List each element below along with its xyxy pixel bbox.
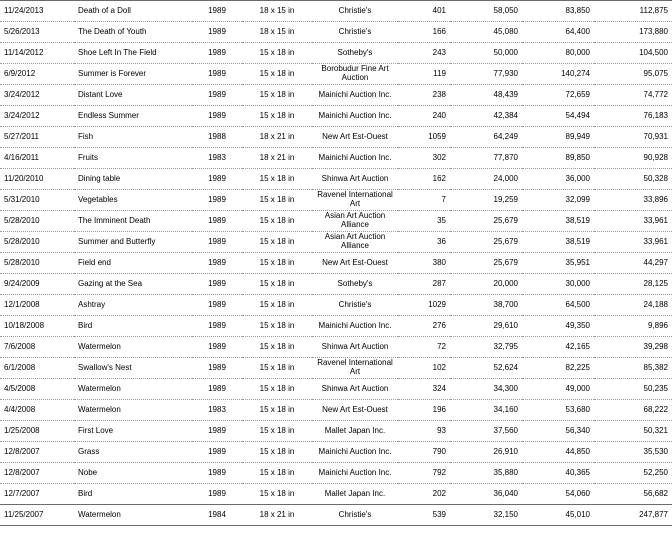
- cell-lot: 287: [398, 274, 450, 295]
- cell-date: 5/31/2010: [0, 190, 74, 211]
- table-row[interactable]: [0, 1, 672, 22]
- cell-high: 32,099: [522, 190, 594, 211]
- cell-price: 33,961: [594, 232, 672, 253]
- cell-price: 35,530: [594, 442, 672, 463]
- cell-price: 44,297: [594, 253, 672, 274]
- cell-year: 1989: [192, 106, 242, 127]
- cell-house: Christie's: [312, 505, 398, 526]
- cell-price: 33,961: [594, 211, 672, 232]
- cell-price: 70,931: [594, 127, 672, 148]
- cell-date: 11/25/2007: [0, 505, 74, 526]
- cell-title: Bird: [74, 316, 192, 337]
- table-row[interactable]: [0, 463, 672, 484]
- cell-year: 1989: [192, 463, 242, 484]
- cell-high: 38,519: [522, 232, 594, 253]
- cell-date: 11/14/2012: [0, 43, 74, 64]
- table-row[interactable]: [0, 337, 672, 358]
- cell-title: The Death of Youth: [74, 22, 192, 43]
- cell-high: 83,850: [522, 1, 594, 22]
- cell-high: 82,225: [522, 358, 594, 379]
- cell-lot: 196: [398, 400, 450, 421]
- cell-house: Christie's: [312, 1, 398, 22]
- cell-price: 9,896: [594, 316, 672, 337]
- table-row[interactable]: [0, 232, 672, 253]
- cell-house: Ravenel International Art: [312, 190, 398, 211]
- cell-lot: 302: [398, 148, 450, 169]
- cell-lot: 7: [398, 190, 450, 211]
- cell-lot: 539: [398, 505, 450, 526]
- cell-house: New Art Est-Ouest: [312, 253, 398, 274]
- table-row[interactable]: [0, 85, 672, 106]
- cell-high: 72,659: [522, 85, 594, 106]
- cell-size: 18 x 21 in: [242, 127, 312, 148]
- cell-house: Mainichi Auction Inc.: [312, 463, 398, 484]
- cell-size: 18 x 21 in: [242, 505, 312, 526]
- cell-high: 45,010: [522, 505, 594, 526]
- cell-low: 34,160: [450, 400, 522, 421]
- cell-high: 40,365: [522, 463, 594, 484]
- cell-size: 18 x 15 in: [242, 1, 312, 22]
- cell-low: 50,000: [450, 43, 522, 64]
- cell-title: Gazing at the Sea: [74, 274, 192, 295]
- cell-high: 42,165: [522, 337, 594, 358]
- cell-low: 34,300: [450, 379, 522, 400]
- cell-title: Field end: [74, 253, 192, 274]
- cell-size: 15 x 18 in: [242, 358, 312, 379]
- cell-price: 95,075: [594, 64, 672, 85]
- cell-house: New Art Est-Ouest: [312, 127, 398, 148]
- cell-title: Fruits: [74, 148, 192, 169]
- cell-low: 36,040: [450, 484, 522, 505]
- cell-date: 5/27/2011: [0, 127, 74, 148]
- cell-low: 35,880: [450, 463, 522, 484]
- cell-date: 5/26/2013: [0, 22, 74, 43]
- table-row[interactable]: [0, 295, 672, 316]
- cell-low: 20,000: [450, 274, 522, 295]
- cell-house: Shinwa Art Auction: [312, 169, 398, 190]
- cell-size: 15 x 18 in: [242, 379, 312, 400]
- cell-size: 15 x 18 in: [242, 64, 312, 85]
- cell-year: 1989: [192, 484, 242, 505]
- cell-house: Mainichi Auction Inc.: [312, 106, 398, 127]
- cell-lot: 202: [398, 484, 450, 505]
- cell-date: 10/18/2008: [0, 316, 74, 337]
- cell-price: 74,772: [594, 85, 672, 106]
- cell-year: 1989: [192, 316, 242, 337]
- cell-title: Summer is Forever: [74, 64, 192, 85]
- cell-price: 56,682: [594, 484, 672, 505]
- cell-high: 140,274: [522, 64, 594, 85]
- cell-high: 49,000: [522, 379, 594, 400]
- cell-lot: 324: [398, 379, 450, 400]
- cell-lot: 243: [398, 43, 450, 64]
- cell-size: 15 x 18 in: [242, 253, 312, 274]
- cell-year: 1989: [192, 379, 242, 400]
- table-row[interactable]: [0, 127, 672, 148]
- table-row[interactable]: [0, 106, 672, 127]
- cell-date: 3/24/2012: [0, 106, 74, 127]
- cell-year: 1989: [192, 85, 242, 106]
- table-row[interactable]: [0, 421, 672, 442]
- cell-house: Mainichi Auction Inc.: [312, 148, 398, 169]
- cell-title: Watermelon: [74, 337, 192, 358]
- cell-year: 1989: [192, 442, 242, 463]
- cell-year: 1989: [192, 295, 242, 316]
- cell-house: Mainichi Auction Inc.: [312, 85, 398, 106]
- cell-high: 49,350: [522, 316, 594, 337]
- cell-lot: 119: [398, 64, 450, 85]
- cell-low: 38,700: [450, 295, 522, 316]
- cell-high: 89,949: [522, 127, 594, 148]
- cell-lot: 1029: [398, 295, 450, 316]
- cell-date: 4/5/2008: [0, 379, 74, 400]
- cell-house: New Art Est-Ouest: [312, 400, 398, 421]
- cell-low: 42,384: [450, 106, 522, 127]
- cell-size: 15 x 18 in: [242, 442, 312, 463]
- cell-year: 1989: [192, 169, 242, 190]
- cell-year: 1989: [192, 253, 242, 274]
- cell-size: 15 x 18 in: [242, 43, 312, 64]
- cell-lot: 238: [398, 85, 450, 106]
- cell-title: Summer and Butterfly: [74, 232, 192, 253]
- cell-year: 1989: [192, 358, 242, 379]
- cell-low: 26,910: [450, 442, 522, 463]
- table-row[interactable]: [0, 484, 672, 505]
- table-row[interactable]: [0, 190, 672, 211]
- table-row[interactable]: [0, 316, 672, 337]
- cell-lot: 35: [398, 211, 450, 232]
- cell-high: 54,494: [522, 106, 594, 127]
- cell-price: 52,250: [594, 463, 672, 484]
- cell-size: 15 x 18 in: [242, 190, 312, 211]
- cell-house: Shinwa Art Auction: [312, 379, 398, 400]
- cell-date: 9/24/2009: [0, 274, 74, 295]
- cell-lot: 276: [398, 316, 450, 337]
- cell-lot: 240: [398, 106, 450, 127]
- cell-size: 15 x 18 in: [242, 211, 312, 232]
- table-row[interactable]: [0, 379, 672, 400]
- cell-title: Watermelon: [74, 505, 192, 526]
- cell-date: 6/9/2012: [0, 64, 74, 85]
- cell-year: 1988: [192, 127, 242, 148]
- cell-size: 15 x 18 in: [242, 421, 312, 442]
- cell-lot: 166: [398, 22, 450, 43]
- cell-lot: 792: [398, 463, 450, 484]
- cell-low: 32,795: [450, 337, 522, 358]
- cell-size: 15 x 18 in: [242, 484, 312, 505]
- cell-title: Fish: [74, 127, 192, 148]
- cell-low: 29,610: [450, 316, 522, 337]
- cell-size: 18 x 15 in: [242, 22, 312, 43]
- cell-title: Watermelon: [74, 400, 192, 421]
- cell-size: 15 x 18 in: [242, 85, 312, 106]
- cell-date: 12/8/2007: [0, 442, 74, 463]
- cell-high: 89,850: [522, 148, 594, 169]
- cell-house: Ravenel International Art: [312, 358, 398, 379]
- cell-low: 64,249: [450, 127, 522, 148]
- cell-date: 5/28/2010: [0, 211, 74, 232]
- cell-low: 25,679: [450, 253, 522, 274]
- cell-low: 32,150: [450, 505, 522, 526]
- table-row[interactable]: [0, 148, 672, 169]
- cell-title: Endless Summer: [74, 106, 192, 127]
- cell-date: 12/8/2007: [0, 463, 74, 484]
- cell-low: 48,439: [450, 85, 522, 106]
- cell-date: 11/24/2013: [0, 1, 74, 22]
- cell-house: Asian Art Auction Alliance: [312, 211, 398, 232]
- cell-title: First Love: [74, 421, 192, 442]
- cell-size: 15 x 18 in: [242, 295, 312, 316]
- cell-size: 15 x 18 in: [242, 169, 312, 190]
- cell-price: 76,183: [594, 106, 672, 127]
- cell-year: 1984: [192, 505, 242, 526]
- cell-low: 37,560: [450, 421, 522, 442]
- cell-title: Vegetables: [74, 190, 192, 211]
- cell-date: 12/1/2008: [0, 295, 74, 316]
- cell-size: 15 x 18 in: [242, 463, 312, 484]
- cell-title: Death of a Doll: [74, 1, 192, 22]
- cell-date: 7/6/2008: [0, 337, 74, 358]
- cell-low: 58,050: [450, 1, 522, 22]
- cell-house: Mainichi Auction Inc.: [312, 316, 398, 337]
- cell-price: 50,328: [594, 169, 672, 190]
- table-row[interactable]: [0, 211, 672, 232]
- cell-title: Swallow's Nest: [74, 358, 192, 379]
- cell-price: 68,222: [594, 400, 672, 421]
- cell-high: 36,000: [522, 169, 594, 190]
- cell-price: 90,928: [594, 148, 672, 169]
- cell-title: Ashtray: [74, 295, 192, 316]
- cell-title: Dining table: [74, 169, 192, 190]
- cell-lot: 36: [398, 232, 450, 253]
- cell-high: 80,000: [522, 43, 594, 64]
- cell-date: 5/28/2010: [0, 253, 74, 274]
- cell-lot: 790: [398, 442, 450, 463]
- cell-year: 1983: [192, 148, 242, 169]
- cell-house: Shinwa Art Auction: [312, 337, 398, 358]
- cell-high: 44,850: [522, 442, 594, 463]
- table-row[interactable]: [0, 253, 672, 274]
- table-row[interactable]: [0, 358, 672, 379]
- cell-high: 64,400: [522, 22, 594, 43]
- cell-title: Distant Love: [74, 85, 192, 106]
- cell-year: 1989: [192, 274, 242, 295]
- cell-year: 1989: [192, 232, 242, 253]
- cell-title: Grass: [74, 442, 192, 463]
- cell-house: Borobudur Fine Art Auction: [312, 64, 398, 85]
- cell-date: 11/20/2010: [0, 169, 74, 190]
- cell-date: 4/4/2008: [0, 400, 74, 421]
- cell-title: Nobe: [74, 463, 192, 484]
- cell-high: 64,500: [522, 295, 594, 316]
- table-row[interactable]: [0, 274, 672, 295]
- cell-price: 24,188: [594, 295, 672, 316]
- cell-size: 15 x 18 in: [242, 316, 312, 337]
- cell-title: Bird: [74, 484, 192, 505]
- cell-date: 1/25/2008: [0, 421, 74, 442]
- cell-house: Christie's: [312, 295, 398, 316]
- table-row[interactable]: [0, 169, 672, 190]
- cell-high: 30,000: [522, 274, 594, 295]
- cell-year: 1989: [192, 190, 242, 211]
- cell-lot: 380: [398, 253, 450, 274]
- cell-price: 247,877: [594, 505, 672, 526]
- cell-house: Mallet Japan Inc.: [312, 484, 398, 505]
- table-row[interactable]: [0, 22, 672, 43]
- cell-house: Sotheby's: [312, 43, 398, 64]
- cell-date: 3/24/2012: [0, 85, 74, 106]
- cell-size: 15 x 18 in: [242, 400, 312, 421]
- cell-low: 25,679: [450, 211, 522, 232]
- cell-lot: 102: [398, 358, 450, 379]
- cell-year: 1989: [192, 421, 242, 442]
- cell-size: 15 x 18 in: [242, 274, 312, 295]
- cell-date: 5/28/2010: [0, 232, 74, 253]
- cell-price: 112,875: [594, 1, 672, 22]
- cell-price: 50,321: [594, 421, 672, 442]
- cell-year: 1983: [192, 400, 242, 421]
- cell-lot: 72: [398, 337, 450, 358]
- cell-low: 52,624: [450, 358, 522, 379]
- cell-house: Mallet Japan Inc.: [312, 421, 398, 442]
- cell-high: 54,060: [522, 484, 594, 505]
- cell-date: 6/1/2008: [0, 358, 74, 379]
- table-row[interactable]: [0, 505, 672, 526]
- cell-size: 15 x 18 in: [242, 337, 312, 358]
- cell-year: 1989: [192, 1, 242, 22]
- cell-house: Christie's: [312, 22, 398, 43]
- cell-size: 15 x 18 in: [242, 106, 312, 127]
- cell-size: 15 x 18 in: [242, 232, 312, 253]
- cell-lot: 1059: [398, 127, 450, 148]
- cell-date: 12/7/2007: [0, 484, 74, 505]
- cell-low: 77,870: [450, 148, 522, 169]
- cell-year: 1989: [192, 22, 242, 43]
- cell-low: 25,679: [450, 232, 522, 253]
- cell-title: The Imminent Death: [74, 211, 192, 232]
- table-row[interactable]: [0, 400, 672, 421]
- cell-price: 50,235: [594, 379, 672, 400]
- cell-high: 35,951: [522, 253, 594, 274]
- cell-price: 28,125: [594, 274, 672, 295]
- cell-house: Sotheby's: [312, 274, 398, 295]
- cell-house: Asian Art Auction Alliance: [312, 232, 398, 253]
- cell-price: 104,500: [594, 43, 672, 64]
- cell-low: 45,080: [450, 22, 522, 43]
- cell-price: 85,382: [594, 358, 672, 379]
- cell-lot: 93: [398, 421, 450, 442]
- cell-low: 24,000: [450, 169, 522, 190]
- cell-price: 39,298: [594, 337, 672, 358]
- table-row[interactable]: [0, 43, 672, 64]
- cell-year: 1989: [192, 64, 242, 85]
- cell-year: 1989: [192, 337, 242, 358]
- cell-low: 77,930: [450, 64, 522, 85]
- cell-price: 173,880: [594, 22, 672, 43]
- cell-title: Shoe Left In The Field: [74, 43, 192, 64]
- cell-lot: 401: [398, 1, 450, 22]
- cell-high: 38,519: [522, 211, 594, 232]
- cell-high: 53,680: [522, 400, 594, 421]
- cell-lot: 162: [398, 169, 450, 190]
- cell-low: 19,259: [450, 190, 522, 211]
- cell-house: Mainichi Auction Inc.: [312, 442, 398, 463]
- cell-size: 18 x 21 in: [242, 148, 312, 169]
- table-row[interactable]: [0, 442, 672, 463]
- table-row[interactable]: [0, 64, 672, 85]
- cell-price: 33,896: [594, 190, 672, 211]
- cell-year: 1989: [192, 43, 242, 64]
- table-body: [0, 1, 672, 526]
- cell-year: 1989: [192, 211, 242, 232]
- cell-date: 4/16/2011: [0, 148, 74, 169]
- cell-high: 56,340: [522, 421, 594, 442]
- cell-title: Watermelon: [74, 379, 192, 400]
